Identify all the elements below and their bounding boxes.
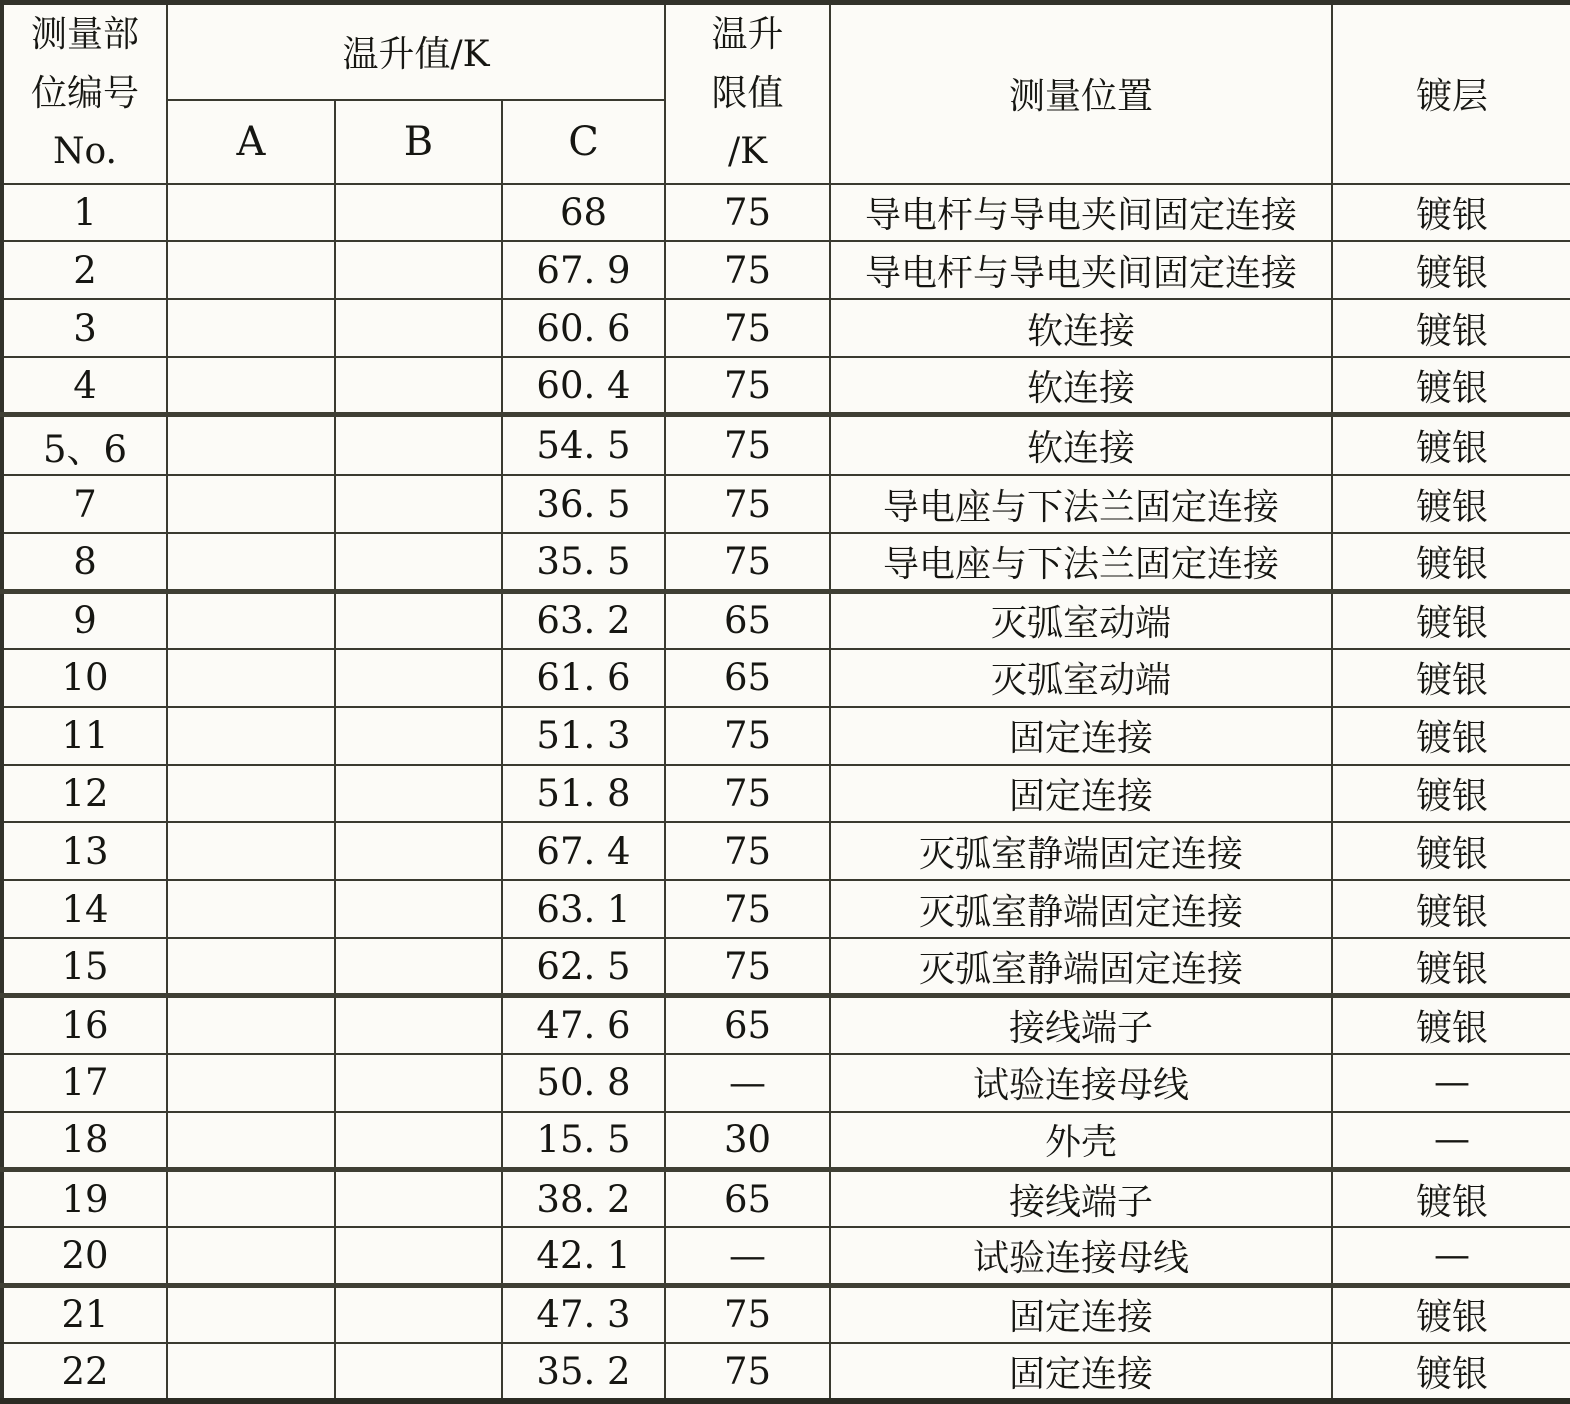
cell-b [335,938,502,996]
cell-position: 固定连接 [830,707,1332,765]
cell-position: 软连接 [830,357,1332,415]
cell-limit: 75 [665,357,830,415]
cell-b [335,591,502,649]
cell-coating: 镀银 [1332,880,1570,938]
cell-a [167,1227,335,1285]
cell-limit: — [665,1227,830,1285]
cell-coating: 镀银 [1332,1343,1570,1401]
cell-b [335,1169,502,1227]
cell-c: 50. 8 [502,1054,665,1112]
cell-position: 导电座与下法兰固定连接 [830,475,1332,533]
cell-b [335,184,502,242]
cell-c: 67. 4 [502,822,665,880]
cell-a [167,649,335,707]
cell-limit: — [665,1054,830,1112]
cell-b [335,649,502,707]
cell-no: 19 [2,1169,167,1227]
cell-no: 9 [2,591,167,649]
cell-coating: — [1332,1054,1570,1112]
cell-coating: 镀银 [1332,357,1570,415]
cell-position: 灭弧室动端 [830,591,1332,649]
cell-no: 12 [2,765,167,823]
cell-position: 灭弧室动端 [830,649,1332,707]
cell-coating: 镀银 [1332,184,1570,242]
cell-limit: 65 [665,591,830,649]
cell-a [167,1343,335,1401]
cell-no: 18 [2,1112,167,1170]
cell-c: 63. 2 [502,591,665,649]
cell-limit: 65 [665,1169,830,1227]
cell-a [167,357,335,415]
cell-b [335,765,502,823]
cell-c: 51. 8 [502,765,665,823]
cell-no: 11 [2,707,167,765]
header-limit-line2: 限值 [711,72,784,114]
cell-no: 22 [2,1343,167,1401]
table-row [2,357,1570,415]
cell-no: 3 [2,299,167,357]
cell-a [167,1285,335,1343]
cell-a [167,415,335,475]
cell-limit: 75 [665,241,830,299]
table-row [2,533,1570,591]
header-sub-a: A [167,100,335,184]
cell-c: 42. 1 [502,1227,665,1285]
cell-c: 62. 5 [502,938,665,996]
cell-a [167,591,335,649]
cell-a [167,938,335,996]
cell-no: 1 [2,184,167,242]
cell-coating: 镀银 [1332,415,1570,475]
table-row [2,241,1570,299]
cell-position: 接线端子 [830,1169,1332,1227]
cell-a [167,184,335,242]
cell-limit: 75 [665,184,830,242]
cell-c: 35. 2 [502,1343,665,1401]
cell-no: 13 [2,822,167,880]
cell-b [335,533,502,591]
cell-c: 54. 5 [502,415,665,475]
cell-a [167,533,335,591]
cell-no: 16 [2,996,167,1054]
table-row [2,765,1570,823]
cell-b [335,415,502,475]
cell-a [167,241,335,299]
cell-b [335,1227,502,1285]
cell-limit: 75 [665,707,830,765]
header-position: 测量位置 [830,3,1332,184]
cell-b [335,299,502,357]
cell-position: 软连接 [830,415,1332,475]
cell-a [167,299,335,357]
cell-coating: 镀银 [1332,299,1570,357]
header-sub-b: B [335,100,502,184]
table-row [2,649,1570,707]
cell-a [167,880,335,938]
cell-c: 47. 3 [502,1285,665,1343]
cell-position: 软连接 [830,299,1332,357]
cell-position: 外壳 [830,1112,1332,1170]
header-sub-c: C [502,100,665,184]
cell-c: 68 [502,184,665,242]
cell-position: 固定连接 [830,1343,1332,1401]
cell-limit: 75 [665,1343,830,1401]
header-coating: 镀层 [1332,3,1570,184]
cell-no: 2 [2,241,167,299]
table-row [2,996,1570,1054]
cell-c: 15. 5 [502,1112,665,1170]
cell-no: 14 [2,880,167,938]
table-row [2,1054,1570,1112]
cell-no: 17 [2,1054,167,1112]
cell-c: 67. 9 [502,241,665,299]
header-row-1 [2,3,1570,100]
cell-position: 固定连接 [830,1285,1332,1343]
cell-limit: 30 [665,1112,830,1170]
cell-position: 灭弧室静端固定连接 [830,822,1332,880]
table-body [2,184,1570,1402]
table-row [2,415,1570,475]
cell-coating: 镀银 [1332,241,1570,299]
header-limit-line1: 温升 [711,14,784,56]
cell-b [335,707,502,765]
cell-b [335,880,502,938]
cell-coating: 镀银 [1332,822,1570,880]
cell-c: 51. 3 [502,707,665,765]
table-row [2,880,1570,938]
cell-b [335,475,502,533]
cell-c: 36. 5 [502,475,665,533]
cell-no: 15 [2,938,167,996]
table-row [2,1169,1570,1227]
cell-limit: 75 [665,415,830,475]
cell-coating: 镀银 [1332,707,1570,765]
header-part-no-line3: No. [53,130,117,172]
cell-c: 47. 6 [502,996,665,1054]
cell-limit: 65 [665,996,830,1054]
cell-no: 5、6 [2,415,167,475]
cell-b [335,1285,502,1343]
cell-b [335,241,502,299]
cell-c: 38. 2 [502,1169,665,1227]
cell-limit: 75 [665,1285,830,1343]
cell-coating: — [1332,1227,1570,1285]
cell-position: 固定连接 [830,765,1332,823]
cell-b [335,822,502,880]
cell-coating: 镀银 [1332,1285,1570,1343]
cell-coating: 镀银 [1332,1169,1570,1227]
table-row [2,1227,1570,1285]
cell-limit: 65 [665,649,830,707]
cell-a [167,996,335,1054]
header-part-no [2,3,167,184]
header-temp-rise-group: 温升值/K [167,3,665,100]
header-part-no-line2: 位编号 [30,72,139,114]
cell-limit: 75 [665,938,830,996]
cell-coating: — [1332,1112,1570,1170]
header-limit-line3: /K [728,130,768,172]
cell-limit: 75 [665,299,830,357]
cell-position: 导电杆与导电夹间固定连接 [830,241,1332,299]
cell-no: 4 [2,357,167,415]
cell-c: 63. 1 [502,880,665,938]
cell-a [167,707,335,765]
cell-coating: 镀银 [1332,649,1570,707]
cell-position: 灭弧室静端固定连接 [830,880,1332,938]
cell-position: 灭弧室静端固定连接 [830,938,1332,996]
cell-limit: 75 [665,475,830,533]
cell-no: 10 [2,649,167,707]
cell-b [335,1054,502,1112]
cell-a [167,475,335,533]
cell-a [167,1112,335,1170]
cell-position: 接线端子 [830,996,1332,1054]
cell-coating: 镀银 [1332,591,1570,649]
cell-coating: 镀银 [1332,533,1570,591]
table-row [2,1343,1570,1401]
cell-c: 61. 6 [502,649,665,707]
cell-limit: 75 [665,533,830,591]
table-row [2,475,1570,533]
table-row [2,1112,1570,1170]
table-row [2,299,1570,357]
table-row [2,707,1570,765]
cell-coating: 镀银 [1332,938,1570,996]
header-limit [665,3,830,184]
cell-position: 导电杆与导电夹间固定连接 [830,184,1332,242]
cell-b [335,357,502,415]
cell-c: 60. 6 [502,299,665,357]
cell-limit: 75 [665,880,830,938]
table-row [2,1285,1570,1343]
cell-a [167,1169,335,1227]
cell-a [167,765,335,823]
table-row [2,938,1570,996]
cell-no: 7 [2,475,167,533]
cell-b [335,1112,502,1170]
cell-c: 35. 5 [502,533,665,591]
cell-coating: 镀银 [1332,996,1570,1054]
cell-no: 20 [2,1227,167,1285]
cell-b [335,996,502,1054]
table-row [2,822,1570,880]
cell-a [167,822,335,880]
cell-a [167,1054,335,1112]
cell-limit: 75 [665,822,830,880]
table-row [2,184,1570,242]
header-part-no-line1: 测量部 [30,14,139,56]
cell-position: 导电座与下法兰固定连接 [830,533,1332,591]
cell-position: 试验连接母线 [830,1054,1332,1112]
table-row [2,591,1570,649]
cell-no: 21 [2,1285,167,1343]
cell-position: 试验连接母线 [830,1227,1332,1285]
cell-no: 8 [2,533,167,591]
cell-limit: 75 [665,765,830,823]
cell-coating: 镀银 [1332,765,1570,823]
cell-b [335,1343,502,1401]
cell-c: 60. 4 [502,357,665,415]
cell-coating: 镀银 [1332,475,1570,533]
